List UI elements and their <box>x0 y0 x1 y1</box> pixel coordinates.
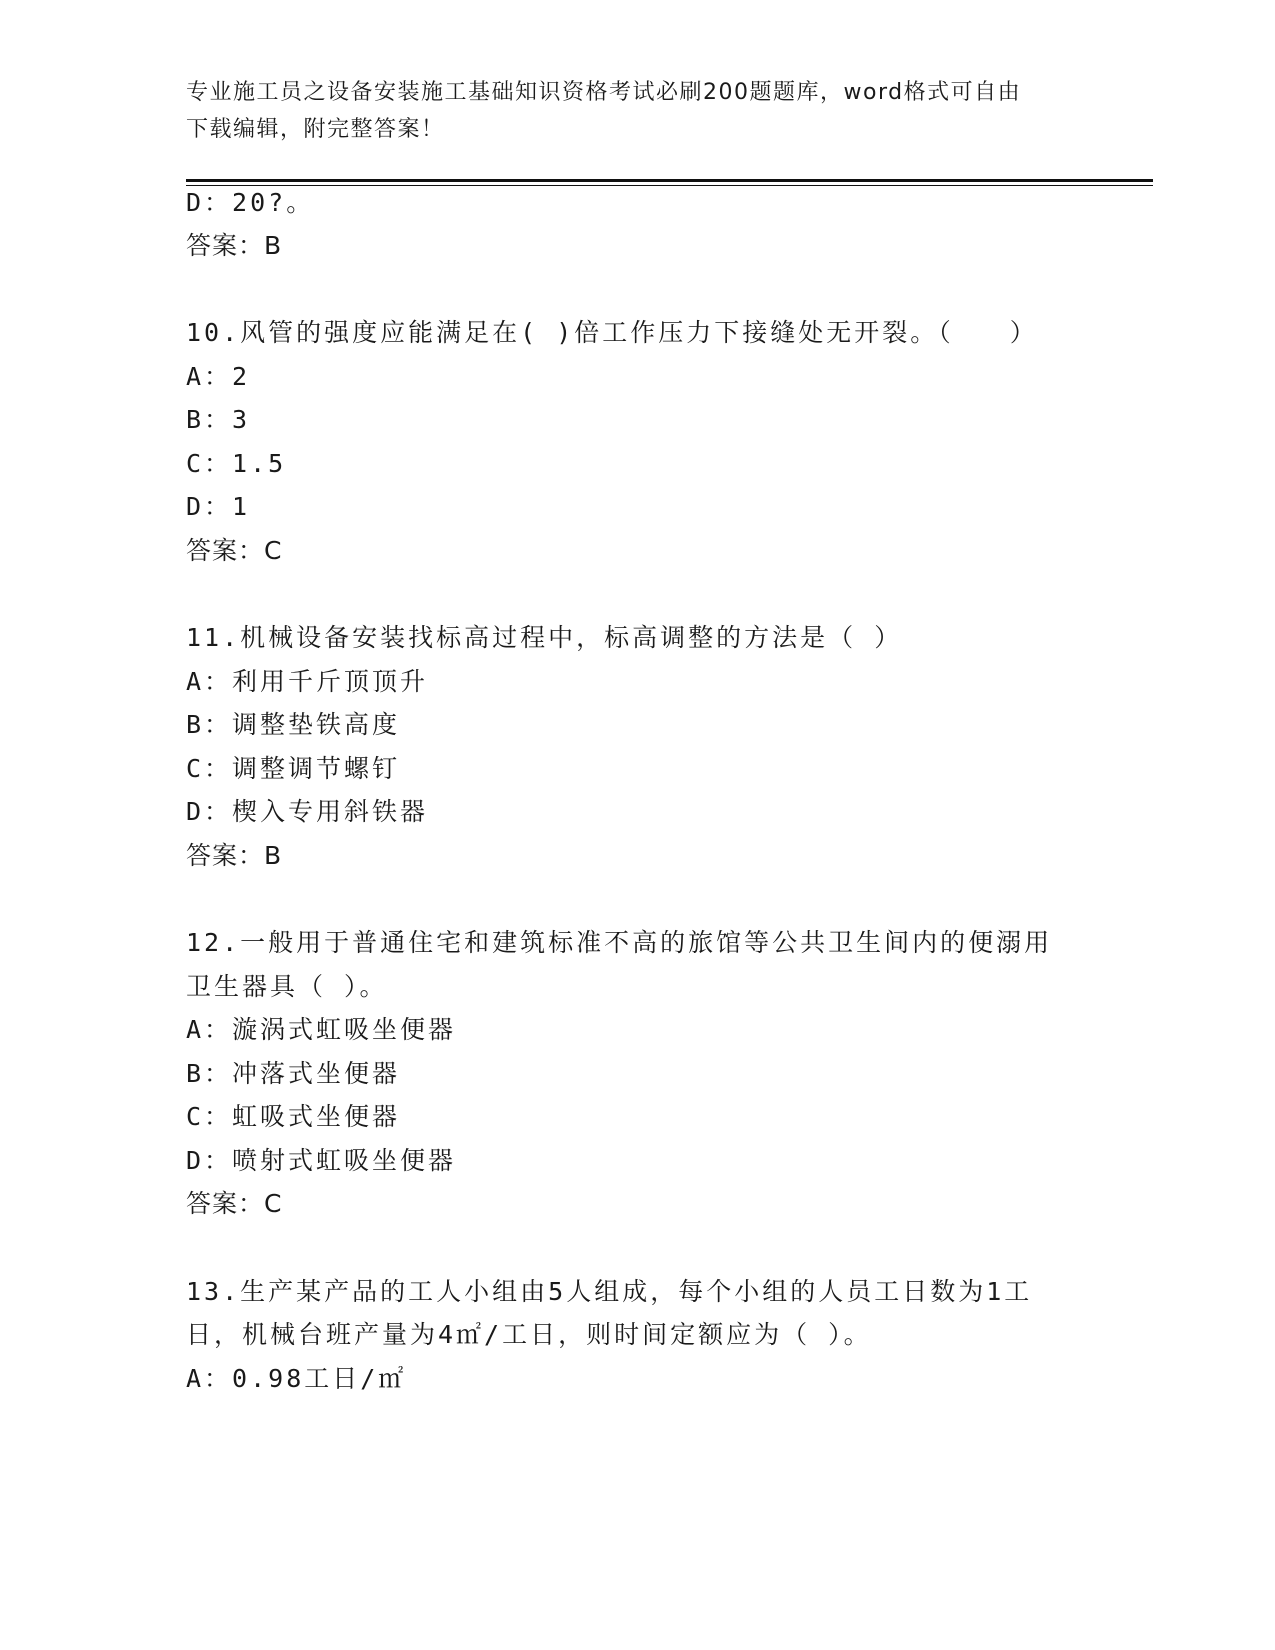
header-line-2: 下载编辑，附完整答案！ <box>186 117 445 142</box>
prev-answer: 答案：B <box>186 231 283 260</box>
q11-option-d: D：楔入专用斜铁器 <box>186 797 429 826</box>
q13-option-a: A：0.98工日/㎡ <box>186 1364 407 1393</box>
q12-option-c: C：虹吸式坐便器 <box>186 1102 401 1131</box>
q10-option-d: D：1 <box>186 492 251 521</box>
q12-stem-line-1: 12.一般用于普通住宅和建筑标准不高的旅馆等公共卫生间内的便溺用 <box>186 928 1053 957</box>
header-divider-thick <box>186 179 1153 182</box>
q11-option-b: B：调整垫铁高度 <box>186 710 401 739</box>
q12-stem-line-2: 卫生器具（ ）。 <box>186 972 388 1001</box>
q10-option-b: B：3 <box>186 405 251 434</box>
q12-option-a: A：漩涡式虹吸坐便器 <box>186 1015 457 1044</box>
q10-option-a: A：2 <box>186 362 251 391</box>
q11-option-c: C：调整调节螺钉 <box>186 754 401 783</box>
q13-stem-line-2: 日，机械台班产量为4㎡/工日，则时间定额应为（ ）。 <box>186 1320 872 1349</box>
q10-option-c: C：1.5 <box>186 449 287 478</box>
header-line-1: 专业施工员之设备安装施工基础知识资格考试必刷200题题库，word格式可自由 <box>186 80 1022 105</box>
q12-option-b: B：冲落式坐便器 <box>186 1059 401 1088</box>
q12-option-d: D：喷射式虹吸坐便器 <box>186 1146 457 1175</box>
q12-answer: 答案：C <box>186 1189 283 1218</box>
q11-stem: 11.机械设备安装找标高过程中，标高调整的方法是（ ） <box>186 623 903 652</box>
q11-option-a: A：利用千斤顶顶升 <box>186 667 429 696</box>
q10-stem: 10.风管的强度应能满足在( )倍工作压力下接缝处无开裂。（ ） <box>186 318 1038 347</box>
q11-answer: 答案：B <box>186 841 283 870</box>
q10-answer: 答案：C <box>186 536 283 565</box>
q13-stem-line-1: 13.生产某产品的工人小组由5人组成，每个小组的人员工日数为1工 <box>186 1277 1033 1306</box>
header-divider-thin <box>186 185 1153 186</box>
document-header <box>186 74 1076 148</box>
prev-option-d: D：20?。 <box>186 188 315 217</box>
